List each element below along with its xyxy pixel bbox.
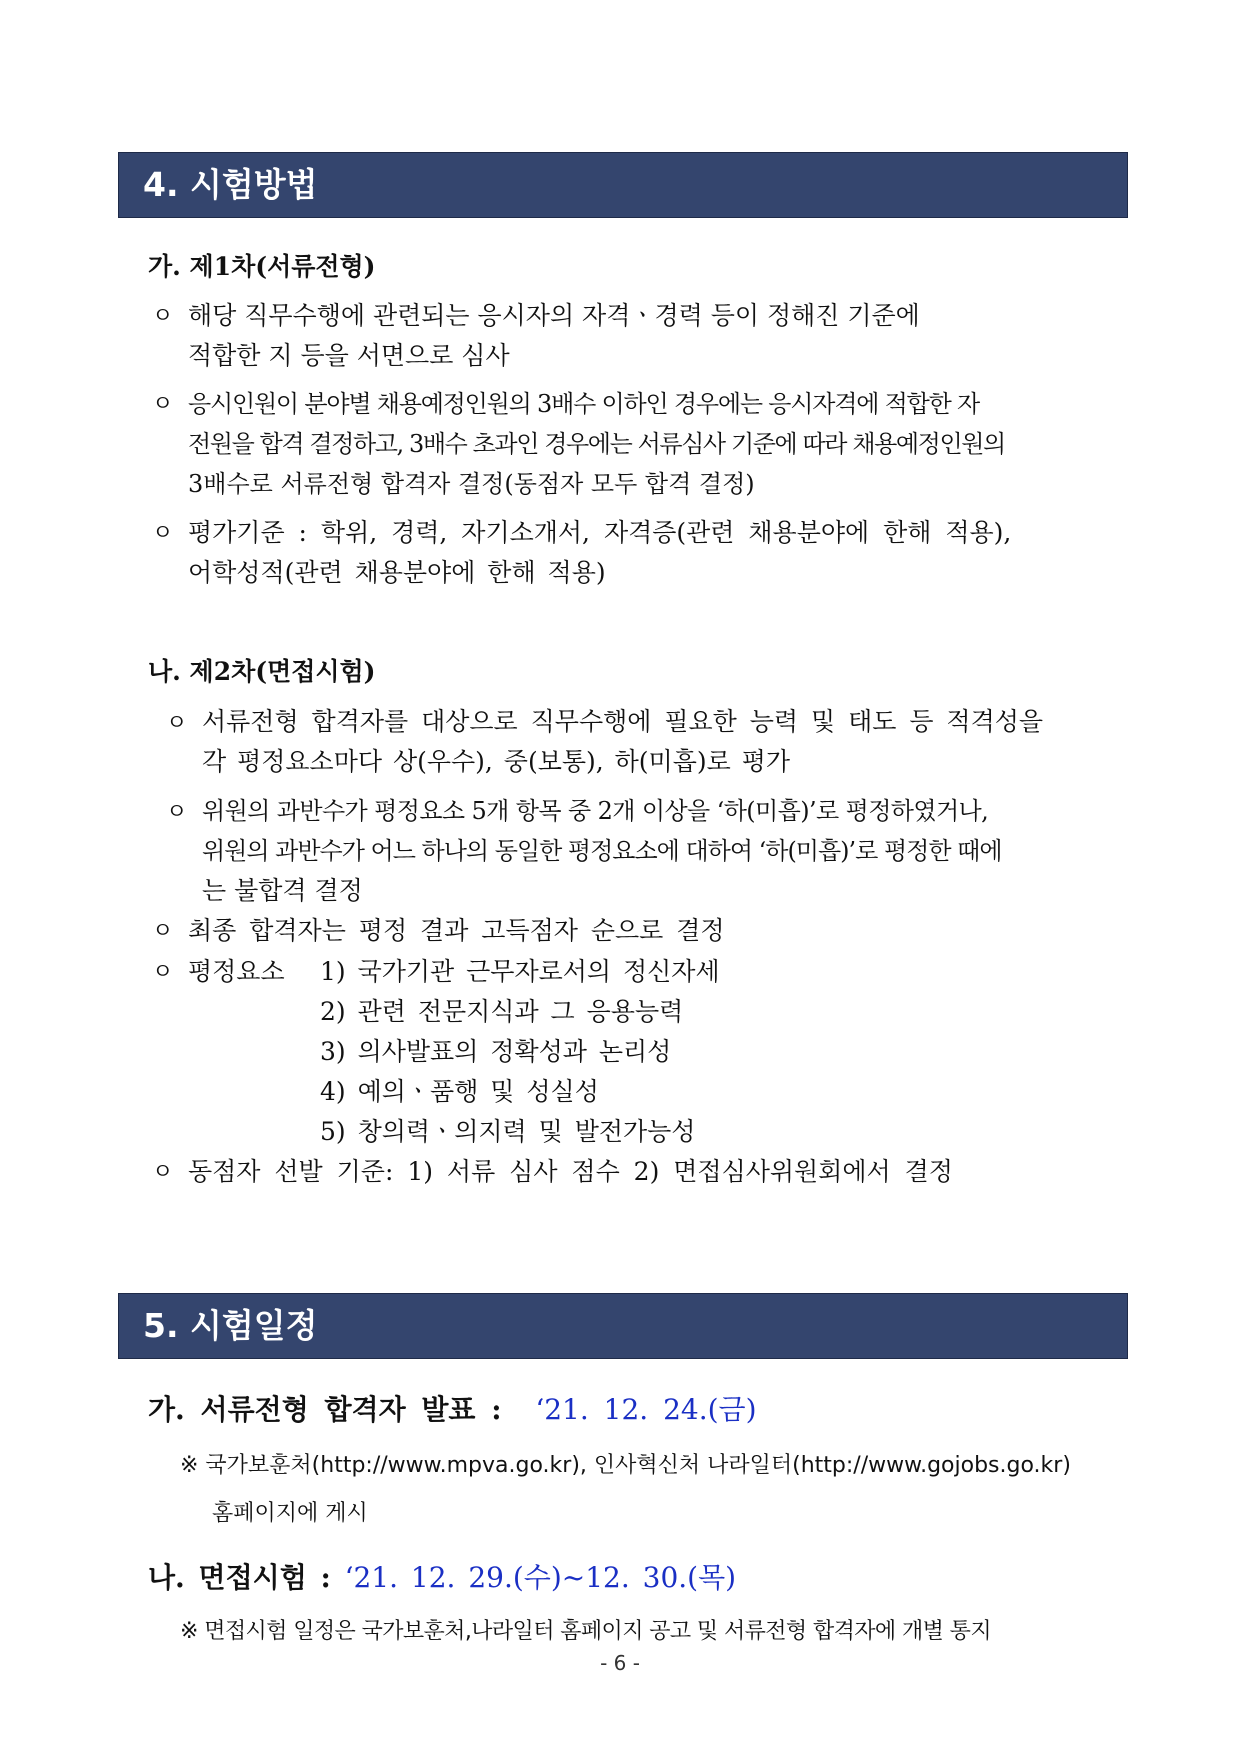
paragraph-line: 응시인원이 분야별 채용예정인원의 3배수 이하인 경우에는 응시자격에 적합한 자 (188, 390, 979, 418)
eval-item: 3) 의사발표의 정확성과 논리성 (320, 1037, 672, 1066)
paragraph-line: 적합한 지 등을 서면으로 심사 (188, 341, 510, 370)
paragraph-line: 어학성적(관련 채용분야에 한해 적용) (188, 558, 606, 587)
eval-item: 4) 예의ㆍ품행 및 성실성 (320, 1077, 599, 1106)
eval-item: 2) 관련 전문지식과 그 응용능력 (320, 997, 684, 1026)
bullet-icon: ㅇ (152, 960, 174, 985)
bullet-icon: ㅇ (152, 919, 174, 944)
paragraph-line: 서류전형 합격자를 대상으로 직무수행에 필요한 능력 및 태도 등 적격성을 (202, 707, 1044, 736)
paragraph-line: 각 평정요소마다 상(우수), 중(보통), 하(미흡)로 평가 (202, 747, 790, 776)
eval-item: 5) 창의력ㆍ의지력 및 발전가능성 (320, 1117, 696, 1146)
paragraph-line: 위원의 과반수가 어느 하나의 동일한 평정요소에 대하여 ‘하(미흡)’로 평정한 때에 (202, 837, 1002, 865)
bullet-icon: ㅇ (152, 392, 174, 417)
section-5a-label: 가. 서류전형 합격자 발표 : (148, 1393, 502, 1426)
section-5a-note-2: 홈페이지에 게시 (212, 1501, 368, 1526)
section-5b-heading (148, 1556, 736, 1596)
tie-rule: 동점자 선발 기준: 1) 서류 심사 점수 2) 면접심사위원회에서 결정 (188, 1157, 953, 1186)
bullet-icon: ㅇ (152, 304, 174, 329)
section-4a-heading: 가. 제1차(서류전형) (148, 252, 376, 281)
paragraph-line: 해당 직무수행에 관련되는 응시자의 자격ㆍ경력 등이 정해진 기준에 (188, 301, 920, 330)
section-4b-heading: 나. 제2차(면접시험) (148, 657, 376, 686)
paragraph-line: 3배수로 서류전형 합격자 결정(동점자 모두 합격 결정) (188, 470, 755, 498)
paragraph-line: 평가기준 : 학위, 경력, 자기소개서, 자격증(관련 채용분야에 한해 적용), (188, 518, 1012, 547)
bullet-icon: ㅇ (152, 1160, 174, 1185)
paragraph-line: 전원을 합격 결정하고, 3배수 초과인 경우에는 서류심사 기준에 따라 채용예정인원의 (188, 430, 1005, 458)
section-5a-heading (148, 1388, 757, 1428)
eval-label: 평정요소 (188, 957, 285, 986)
bullet-icon: ㅇ (152, 521, 174, 546)
section-5b-date: ‘21. 12. 29.(수)~12. 30.(목) (344, 1561, 737, 1594)
paragraph-line: 는 불합격 결정 (202, 876, 363, 905)
section-5-title: 5. 시험일정 (143, 1306, 318, 1345)
eval-item: 1) 국가기관 근무자로서의 정신자세 (320, 957, 720, 986)
section-5-banner (118, 1293, 1128, 1359)
section-5a-note: ※ 국가보훈처(http://www.mpva.go.kr), 인사혁신처 나라일터(http://www.gojobs.go.kr) (180, 1453, 1071, 1478)
bullet-icon: ㅇ (166, 800, 188, 825)
section-5b-label: 나. 면접시험 : (148, 1561, 331, 1594)
section-5a-date: ‘21. 12. 24.(금) (535, 1393, 757, 1426)
paragraph-line: 위원의 과반수가 평정요소 5개 항목 중 2개 이상을 ‘하(미흡)’로 평정하였거나, (202, 797, 989, 825)
section-4-banner (118, 152, 1128, 218)
paragraph-line: 최종 합격자는 평정 결과 고득점자 순으로 결정 (188, 916, 725, 945)
bullet-icon: ㅇ (166, 711, 188, 736)
page-number: - 6 - (600, 1651, 640, 1675)
section-5b-note: ※ 면접시험 일정은 국가보훈처,나라일터 홈페이지 공고 및 서류전형 합격자에 개별 통지 (180, 1619, 991, 1644)
section-4-title: 4. 시험방법 (143, 165, 318, 204)
